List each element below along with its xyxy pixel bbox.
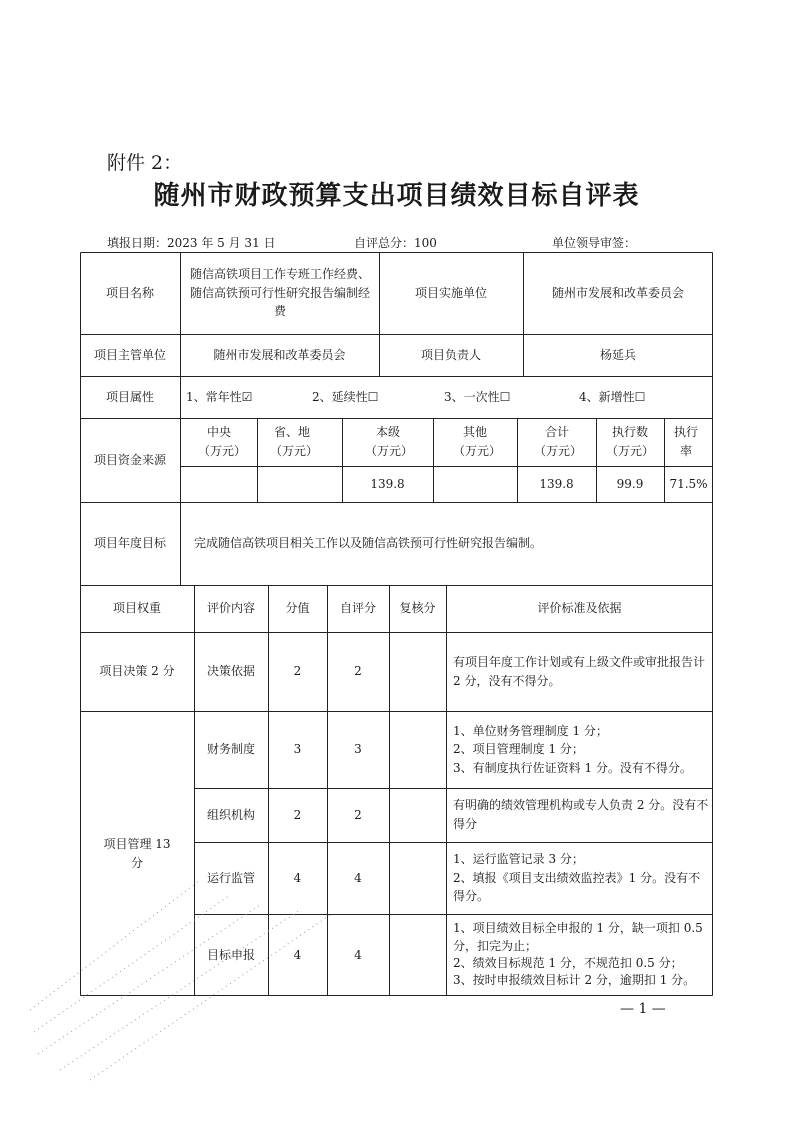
funds-value-local: 139.8 bbox=[370, 476, 405, 491]
project-name-label: 项目名称 bbox=[105, 285, 154, 300]
score-header-review: 复核分 bbox=[399, 601, 436, 616]
impl-unit-value: 随州市发展和改革委员会 bbox=[551, 285, 684, 300]
project-name-value: 随信高铁项目工作专班工作经费、随信高铁预可行性研究报告编制经费 bbox=[189, 267, 370, 319]
funds-value-rate: 71.5% bbox=[669, 476, 708, 491]
goal-label: 项目年度目标 bbox=[93, 536, 166, 551]
funds-header-local: 本级（万元） bbox=[365, 425, 414, 458]
funds-value-total: 139.8 bbox=[539, 476, 574, 491]
page-number: — 1 — bbox=[620, 1001, 666, 1017]
table-row-criteria: 有项目年度工作计划或有上级文件或审批报告计 2 分，没有不得分。 bbox=[453, 654, 706, 688]
weight-management: 项目管理 13 分 bbox=[103, 836, 171, 870]
table-row-criteria: 1、项目绩效目标全申报的 1 分，缺一项扣 0.5 分，扣完为止； 2、绩效目标规范 1 分，不规范扣 0.5 分； 3、按时申报绩效目标计 2 分，逾期扣 1 分。 bbox=[453, 921, 703, 988]
leader-sign: 单位领导审签： bbox=[552, 236, 637, 250]
table-row-criteria: 有明确的绩效管理机构或专人负责 2 分。没有不得分 bbox=[453, 798, 709, 831]
leader-label: 项目负责人 bbox=[420, 347, 481, 362]
table-row-self: 4 bbox=[354, 947, 362, 962]
funds-value-executed: 99.9 bbox=[616, 476, 644, 491]
score-header-weight: 项目权重 bbox=[112, 601, 161, 616]
table-row-content: 目标申报 bbox=[206, 947, 255, 962]
attr-label: 项目属性 bbox=[105, 389, 154, 404]
attr-one-time: 3、一次性☐ bbox=[444, 389, 511, 404]
funds-header-total: 合计（万元） bbox=[534, 425, 583, 458]
goal-text: 完成随信高铁项目相关工作以及随信高铁预可行性研究报告编制。 bbox=[194, 536, 543, 551]
table-row-self: 4 bbox=[354, 870, 362, 885]
funds-header-rate: 执行率 bbox=[673, 425, 698, 458]
table-row-self: 3 bbox=[354, 742, 362, 757]
funds-header-executed: 执行数（万元） bbox=[605, 425, 654, 458]
fill-date: 填报日期：2023 年 5 月 31 日 bbox=[107, 236, 276, 250]
table-row-content: 组织机构 bbox=[206, 807, 255, 822]
table-row-content: 财务制度 bbox=[206, 742, 255, 757]
attr-new: 4、新增性☐ bbox=[579, 389, 646, 404]
supervisor-value: 随州市发展和改革委员会 bbox=[213, 347, 346, 362]
attr-annual: 1、常年性☑ bbox=[186, 389, 253, 404]
total-score: 自评总分：100 bbox=[354, 236, 437, 250]
score-header-self: 自评分 bbox=[339, 601, 376, 616]
table-row-self: 2 bbox=[354, 664, 362, 679]
attr-continuing: 2、延续性☐ bbox=[312, 389, 379, 404]
table-row-content: 决策依据 bbox=[206, 664, 255, 679]
table-row-score: 3 bbox=[293, 742, 302, 757]
funds-header-central: 中央（万元） bbox=[198, 425, 247, 458]
score-header-score: 分值 bbox=[285, 601, 310, 616]
funds-label: 项目资金来源 bbox=[93, 452, 166, 467]
table-row-criteria: 1、单位财务管理制度 1 分； 2、项目管理制度 1 分； 3、有制度执行佐证资料 1 分。没有不得分。 bbox=[453, 723, 692, 775]
table-row-score: 4 bbox=[293, 870, 302, 885]
table-row-content: 运行监管 bbox=[206, 870, 255, 885]
score-header-content: 评价内容 bbox=[206, 601, 255, 616]
table-row-score: 2 bbox=[293, 664, 302, 679]
page-title: 随州市财政预算支出项目绩效目标自评表 bbox=[153, 181, 640, 211]
table-row-score: 4 bbox=[293, 947, 302, 962]
funds-header-province: 省、地（万元） bbox=[270, 425, 319, 458]
table-row-score: 2 bbox=[293, 807, 302, 822]
leader-value: 杨延兵 bbox=[599, 347, 636, 362]
supervisor-label: 项目主管单位 bbox=[93, 347, 166, 362]
score-header-criteria: 评价标准及依据 bbox=[537, 601, 622, 616]
table-row-self: 2 bbox=[354, 807, 362, 822]
table-row-criteria: 1、运行监管记录 3 分； 2、填报《项目支出绩效监控表》1 分。没有不得分。 bbox=[453, 852, 701, 904]
impl-unit-label: 项目实施单位 bbox=[414, 285, 487, 300]
funds-header-other: 其他（万元） bbox=[453, 425, 502, 458]
attachment-label: 附件 2： bbox=[107, 152, 183, 174]
weight-decision: 项目决策 2 分 bbox=[99, 664, 175, 679]
